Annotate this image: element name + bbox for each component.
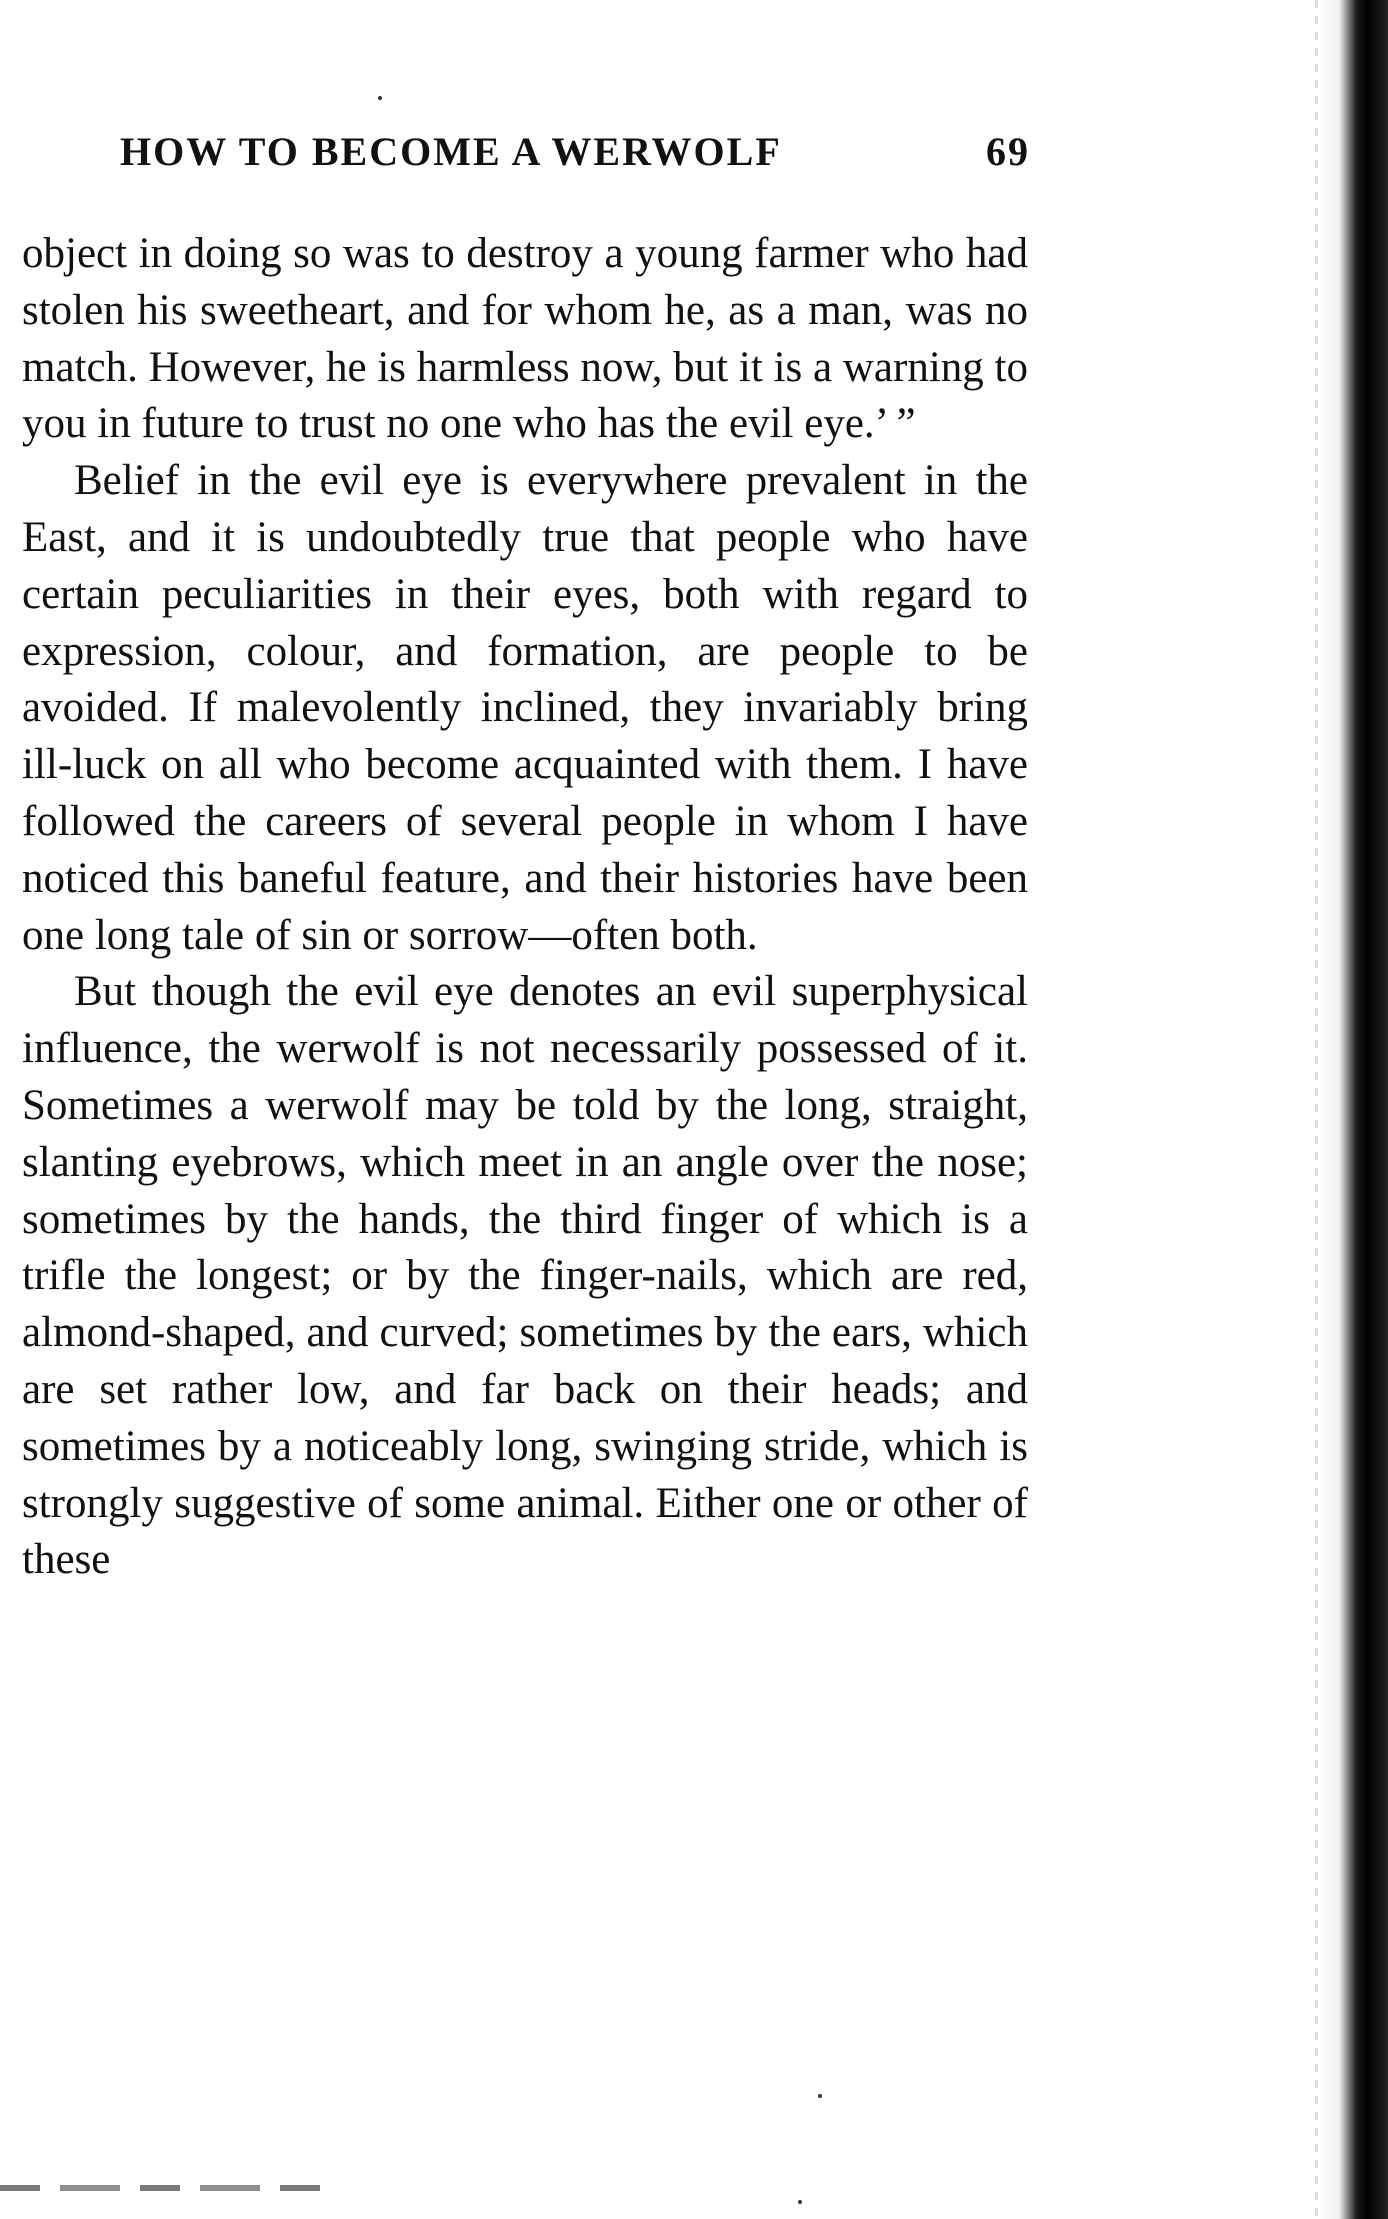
bottom-edge-marks bbox=[0, 2185, 330, 2191]
page-number: 69 bbox=[986, 129, 1030, 174]
paragraph: object in doing so was to destroy a young farmer who had stolen his sweetheart, and for whom he, as a man, was no match. However, he is harmless now, but it is a warning to you in future to trust no one who has the evil eye.’ ” bbox=[22, 230, 1028, 448]
running-header bbox=[120, 128, 1030, 175]
page-edge bbox=[1318, 0, 1388, 2219]
paragraph: Belief in the evil eye is everywhere prevalent in the East, and it is undoubtedly true that people who have certain peculiarities in their eyes, both with regard to expression, colour, and formation, are people to be avoided. If malevolently inclined, they invariably bring ill-luck on all who become acquainted with them. I have followed the careers of several people in whom I have noticed this baneful feature, and their histories have been one long tale of sin or sorrow—often both. bbox=[22, 457, 1028, 959]
body-text bbox=[22, 226, 1028, 1589]
running-title: HOW TO BECOME A WERWOLF bbox=[120, 129, 782, 174]
ink-speck bbox=[818, 2094, 822, 2098]
paragraph: But though the evil eye denotes an evil superphysical influence, the werwolf is not necessarily possessed of it. Sometimes a werwolf may be told by the long, straight, slanting eyebrows, which meet in an angle over the nose; sometimes by the hands, the third finger of which is a trifle the longest; or by the finger-nails, which are red, almond-shaped, and curved; sometimes by the ears, which are set rather low, and far back on their heads; and sometimes by a noticeably long, swinging stride, which is strongly suggestive of some animal. Either one or other of these bbox=[22, 968, 1028, 1584]
ink-speck bbox=[798, 2200, 802, 2204]
ink-speck bbox=[378, 96, 382, 100]
